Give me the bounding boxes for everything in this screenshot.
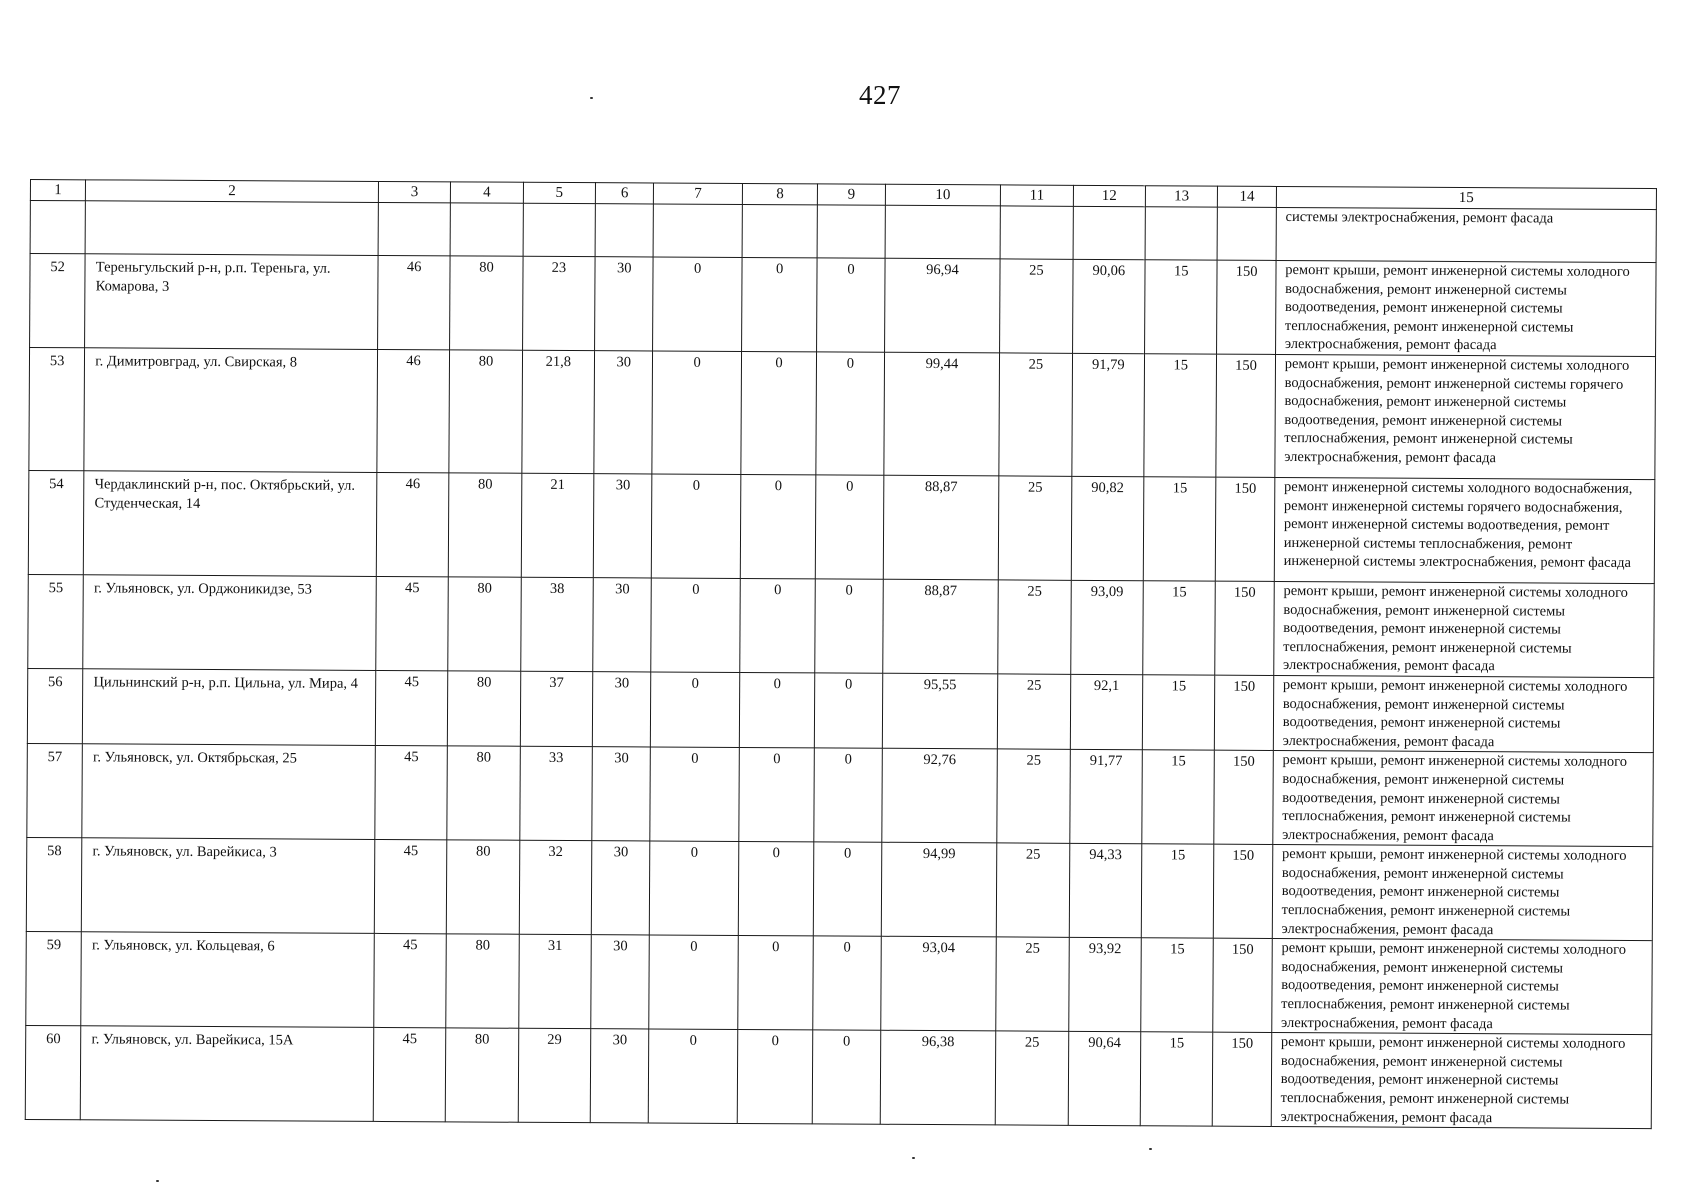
value-cell-col-7: 0 (652, 474, 741, 578)
value-cell-col-8: 0 (738, 936, 814, 1030)
address-cell: г. Димитровград, ул. Свирская, 8 (84, 348, 377, 473)
value-cell-col-13: 15 (1144, 354, 1217, 477)
value-cell-col-9: 0 (814, 748, 882, 842)
value-cell-col-10: 93,04 (880, 937, 996, 1032)
works-description-cell: ремонт крыши, ремонт инженерной системы холодного водоснабжения, ремонт инженерной системы водоотведения, ремонт инженерной системы теплоснабжения, ремонт инженерной системы электроснабжения, ремонт фасада (1273, 751, 1654, 847)
table-cell (1145, 207, 1218, 260)
value-cell-col-12: 90,06 (1072, 259, 1145, 353)
value-cell-col-7: 0 (649, 1029, 738, 1123)
value-cell-col-12: 93,09 (1070, 580, 1143, 674)
value-cell-col-12: 91,77 (1069, 750, 1142, 844)
works-description-cell: ремонт крыши, ремонт инженерной системы холодного водоснабжения, ремонт инженерной системы водоотведения, ремонт инженерной системы теплоснабжения, ремонт инженерной системы электроснабжения, ремонт фасада (1271, 1033, 1652, 1129)
address-cell: Цильнинский р-н, р.п. Цильна, ул. Мира, 4 (83, 669, 376, 746)
value-cell-col-11: 25 (997, 749, 1070, 843)
col-header-3: 3 (378, 181, 451, 202)
works-description-cell: ремонт крыши, ремонт инженерной системы холодного водоснабжения, ремонт инженерной системы водоотведения, ремонт инженерной системы теплоснабжения, ремонт инженерной системы электроснабжения, ремонт фасада (1275, 260, 1656, 356)
value-cell-col-6: 30 (595, 257, 654, 351)
value-cell-col-8: 0 (737, 1030, 813, 1124)
value-cell-col-12: 93,92 (1068, 938, 1141, 1032)
value-cell-col-8: 0 (741, 257, 817, 351)
row-number-cell: 54 (28, 470, 84, 574)
table-row (29, 347, 1656, 479)
value-cell-col-6: 30 (592, 747, 651, 841)
value-cell-col-10: 95,55 (882, 673, 998, 749)
col-header-11: 11 (1001, 185, 1074, 206)
scan-speck (590, 97, 593, 99)
scan-speck (912, 1157, 915, 1159)
value-cell-col-5: 29 (518, 1028, 591, 1122)
value-cell-col-9: 0 (815, 673, 883, 749)
col-header-7: 7 (654, 183, 743, 204)
value-cell-col-3: 45 (376, 576, 449, 670)
col-header-13: 13 (1145, 186, 1218, 207)
col-header-10: 10 (885, 184, 1001, 206)
value-cell-col-9: 0 (813, 1030, 881, 1124)
works-description-cell: ремонт крыши, ремонт инженерной системы холодного водоснабжения, ремонт инженерной системы горячего водоснабжения, ремонт инженерной системы водоотведения, ремонт инженерной системы теплоснабжения, ремонт инженерной системы электроснабжения, ремонт фасада (1275, 354, 1656, 479)
value-cell-col-7: 0 (651, 672, 740, 748)
col-header-12: 12 (1073, 185, 1146, 206)
table-cell (85, 201, 378, 256)
value-cell-col-4: 80 (450, 256, 523, 350)
value-cell-col-14: 150 (1215, 581, 1274, 675)
table-row (27, 744, 1653, 847)
value-cell-col-4: 80 (449, 350, 522, 473)
value-cell-col-11: 25 (997, 843, 1070, 937)
value-cell-col-5: 38 (520, 577, 593, 671)
table-row (25, 1026, 1651, 1129)
value-cell-col-10: 92,76 (881, 749, 997, 844)
value-cell-col-13: 15 (1141, 938, 1214, 1032)
table-cell (817, 205, 885, 258)
value-cell-col-3: 45 (374, 840, 447, 934)
address-cell: Тереньгульский р-н, р.п. Тереньга, ул. Комарова, 3 (85, 254, 378, 350)
value-cell-col-8: 0 (739, 672, 815, 748)
value-cell-col-9: 0 (816, 475, 884, 579)
value-cell-col-8: 0 (740, 474, 816, 578)
table-row (30, 254, 1656, 357)
value-cell-col-14: 150 (1217, 260, 1276, 354)
value-cell-col-8: 0 (739, 748, 815, 842)
value-cell-col-9: 0 (816, 352, 884, 475)
table-row (28, 470, 1655, 583)
row-number-cell: 55 (28, 574, 84, 668)
value-cell-col-14: 150 (1215, 675, 1274, 751)
value-cell-col-5: 32 (519, 841, 592, 935)
table-cell (885, 205, 1001, 259)
col-header-9: 9 (818, 184, 885, 205)
value-cell-col-7: 0 (649, 935, 738, 1029)
works-table (25, 179, 1657, 1129)
value-cell-col-5: 21 (521, 473, 594, 577)
value-cell-col-5: 21,8 (522, 350, 595, 473)
value-cell-col-9: 0 (815, 579, 883, 673)
value-cell-col-3: 46 (376, 472, 449, 576)
value-cell-col-8: 0 (741, 351, 817, 474)
value-cell-col-14: 150 (1216, 477, 1275, 581)
value-cell-col-10: 88,87 (882, 579, 998, 674)
value-cell-col-6: 30 (594, 351, 653, 474)
row-number-cell: 58 (26, 838, 82, 932)
row-number-cell: 60 (25, 1026, 81, 1120)
value-cell-col-6: 30 (593, 578, 652, 672)
value-cell-col-13: 15 (1143, 581, 1216, 675)
col-header-4: 4 (451, 182, 524, 203)
value-cell-col-5: 37 (520, 671, 593, 747)
value-cell-col-14: 150 (1214, 844, 1273, 938)
table-cell (450, 203, 523, 256)
value-cell-col-7: 0 (650, 841, 739, 935)
value-cell-col-8: 0 (740, 578, 816, 672)
col-header-15: 15 (1276, 186, 1656, 209)
value-cell-col-13: 15 (1141, 844, 1214, 938)
row-number-cell: 57 (27, 744, 83, 838)
value-cell-col-14: 150 (1213, 1032, 1272, 1126)
col-header-1: 1 (30, 180, 85, 201)
value-cell-col-14: 150 (1213, 938, 1272, 1032)
value-cell-col-10: 96,38 (880, 1030, 996, 1125)
row-number-cell: 59 (26, 932, 82, 1026)
value-cell-col-10: 96,94 (884, 258, 1000, 353)
table-cell (1073, 206, 1146, 259)
value-cell-col-13: 15 (1142, 675, 1215, 751)
value-cell-col-14: 150 (1216, 354, 1275, 477)
works-description-cell: ремонт крыши, ремонт инженерной системы холодного водоснабжения, ремонт инженерной системы водоотведения, ремонт инженерной системы теплоснабжения, ремонт инженерной системы электроснабжения, ремонт фасада (1273, 581, 1654, 677)
continuation-row (30, 201, 1656, 263)
value-cell-col-13: 15 (1143, 477, 1216, 581)
value-cell-col-12: 92,1 (1070, 674, 1143, 750)
col-header-6: 6 (595, 183, 653, 204)
value-cell-col-14: 150 (1214, 750, 1273, 844)
value-cell-col-7: 0 (652, 351, 741, 474)
value-cell-col-5: 31 (518, 934, 591, 1028)
col-header-8: 8 (742, 183, 818, 204)
continuation-works-cell: системы электроснабжения, ремонт фасада (1276, 207, 1657, 262)
value-cell-col-3: 45 (375, 670, 448, 746)
row-number-cell: 52 (30, 254, 86, 348)
value-cell-col-4: 80 (446, 1028, 519, 1122)
scan-speck (1149, 1148, 1152, 1150)
value-cell-col-9: 0 (813, 936, 881, 1030)
value-cell-col-4: 80 (447, 840, 520, 934)
table-cell (1218, 207, 1277, 260)
value-cell-col-11: 25 (998, 674, 1071, 750)
table-cell (653, 204, 742, 257)
value-cell-col-4: 80 (449, 473, 522, 577)
value-cell-col-6: 30 (591, 935, 650, 1029)
address-cell: г. Ульяновск, ул. Орджоникидзе, 53 (83, 575, 376, 671)
col-header-2: 2 (86, 180, 379, 203)
value-cell-col-7: 0 (653, 257, 742, 351)
value-cell-col-6: 30 (593, 474, 652, 578)
works-description-cell: ремонт крыши, ремонт инженерной системы холодного водоснабжения, ремонт инженерной системы водоотведения, ремонт инженерной системы электроснабжения, ремонт фасада (1273, 675, 1654, 752)
address-cell: Чердаклинский р-н, пос. Октябрьский, ул. Студенческая, 14 (84, 471, 377, 577)
value-cell-col-3: 45 (373, 1028, 446, 1122)
value-cell-col-12: 90,82 (1071, 476, 1144, 580)
value-cell-col-3: 45 (374, 934, 447, 1028)
value-cell-col-6: 30 (591, 841, 650, 935)
value-cell-col-11: 25 (998, 580, 1071, 674)
value-cell-col-10: 94,99 (881, 843, 997, 938)
row-number-cell: 56 (27, 668, 83, 744)
value-cell-col-12: 91,79 (1072, 353, 1145, 476)
value-cell-col-11: 25 (996, 937, 1069, 1031)
address-cell: г. Ульяновск, ул. Варейкиса, 15А (81, 1026, 374, 1122)
works-description-cell: ремонт инженерной системы холодного водоснабжения, ремонт инженерной системы горячего водоснабжения, ремонт инженерной системы водоотведения, ремонт инженерной системы теплоснабжения, ремонт инженерной системы электроснабжения, ремонт фасада (1274, 477, 1655, 583)
table-cell (378, 202, 451, 255)
scan-speck (156, 1180, 159, 1182)
table-row (26, 838, 1652, 941)
address-cell: г. Ульяновск, ул. Октябрьская, 25 (82, 744, 375, 840)
value-cell-col-5: 23 (522, 256, 595, 350)
table-row (28, 574, 1654, 677)
value-cell-col-12: 90,64 (1068, 1032, 1141, 1126)
value-cell-col-10: 88,87 (883, 475, 999, 580)
value-cell-col-3: 46 (377, 255, 450, 349)
value-cell-col-13: 15 (1140, 1032, 1213, 1126)
value-cell-col-3: 46 (377, 349, 450, 472)
value-cell-col-9: 0 (817, 258, 885, 352)
table-cell (1000, 206, 1073, 259)
value-cell-col-12: 94,33 (1069, 844, 1142, 938)
value-cell-col-10: 99,44 (883, 352, 999, 476)
value-cell-col-4: 80 (448, 671, 521, 747)
value-cell-col-11: 25 (999, 476, 1072, 580)
value-cell-col-6: 30 (590, 1029, 649, 1123)
value-cell-col-5: 33 (520, 747, 593, 841)
value-cell-col-13: 15 (1145, 260, 1218, 354)
table-row (26, 932, 1652, 1035)
table-cell (523, 203, 596, 256)
value-cell-col-9: 0 (814, 842, 882, 936)
table-cell (595, 204, 654, 257)
address-cell: г. Ульяновск, ул. Варейкиса, 3 (82, 838, 375, 934)
value-cell-col-7: 0 (651, 578, 740, 672)
value-cell-col-4: 80 (446, 934, 519, 1028)
value-cell-col-11: 25 (1000, 259, 1073, 353)
address-cell: г. Ульяновск, ул. Кольцевая, 6 (81, 932, 374, 1028)
value-cell-col-7: 0 (650, 747, 739, 841)
value-cell-col-13: 15 (1142, 750, 1215, 844)
col-header-14: 14 (1218, 186, 1276, 207)
value-cell-col-4: 80 (448, 577, 521, 671)
value-cell-col-6: 30 (592, 672, 651, 748)
row-number-cell: 53 (29, 347, 85, 470)
table-cell (30, 201, 86, 254)
page-number: 427 (859, 80, 901, 110)
value-cell-col-8: 0 (738, 842, 814, 936)
value-cell-col-11: 25 (995, 1031, 1068, 1125)
table-cell (742, 204, 818, 257)
works-description-cell: ремонт крыши, ремонт инженерной системы холодного водоснабжения, ремонт инженерной системы водоотведения, ремонт инженерной системы теплоснабжения, ремонт инженерной системы электроснабжения, ремонт фасада (1272, 939, 1653, 1035)
value-cell-col-11: 25 (999, 353, 1072, 476)
value-cell-col-3: 45 (375, 746, 448, 840)
works-description-cell: ремонт крыши, ремонт инженерной системы холодного водоснабжения, ремонт инженерной системы водоотведения, ремонт инженерной системы теплоснабжения, ремонт инженерной системы электроснабжения, ремонт фасада (1272, 845, 1653, 941)
table-row (27, 668, 1653, 752)
col-header-5: 5 (523, 182, 596, 203)
value-cell-col-4: 80 (447, 746, 520, 840)
